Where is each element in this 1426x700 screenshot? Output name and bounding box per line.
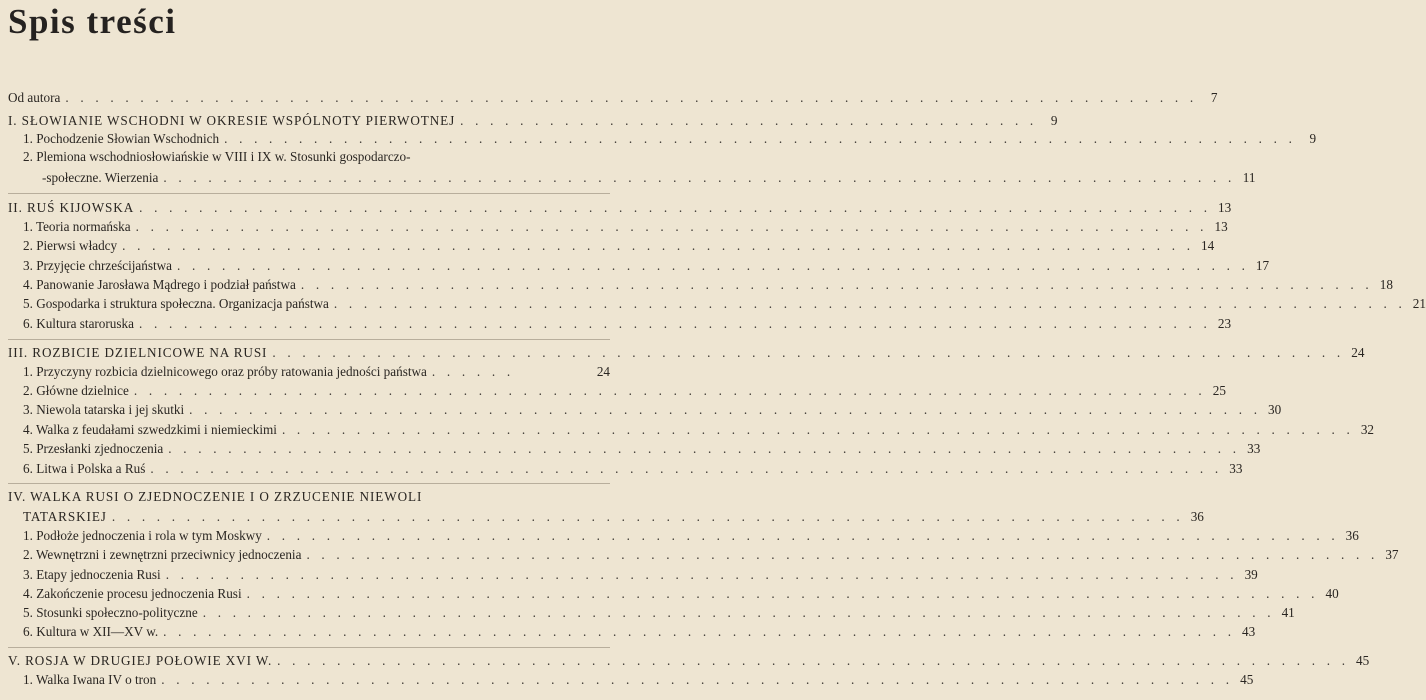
dot-leader: . . . . . . . . . . . . . . . . . . . . . . . . . . . . . . . . . . . . . . . . . . . . . . . . . . . . . . . . . . . . . . . . . . . . . . . . xyxy=(300,277,1373,292)
toc-entry[interactable] xyxy=(23,528,1359,544)
dot-leader: . . . . . . . . . . . . . . . . . . . . . . . . . . . . . . . . . . . . . . . . . . . . . . . . . . . . . . . . . . . . . . . . . . . . . . . . xyxy=(224,131,1297,146)
toc-entry[interactable] xyxy=(23,567,1258,583)
toc-entry[interactable] xyxy=(23,383,1226,399)
toc-chapter-label: III. ROZBICIE DZIELNICOWE NA RUSI xyxy=(8,345,268,360)
toc-chapter-4-line1[interactable]: IV. WALKA RUSI O ZJEDNOCZENIE I O ZRZUCENIE NIEWOLI xyxy=(8,489,423,504)
toc-entry-label: 5. Gospodarka i struktura społeczna. Organizacja państwa xyxy=(23,296,329,311)
toc-page-number: 37 xyxy=(1385,547,1399,562)
toc-entry[interactable] xyxy=(23,672,1254,688)
toc-page-number: 36 xyxy=(1345,528,1359,543)
dot-leader: . . . . . . . . . . . . . . . . . . . . . . . . . . . . . . . . . . . . . . . . . . . . . . . . . . . . . . . . . . . . . . . . . . . . . . . . xyxy=(177,258,1250,273)
toc-entry-label: 6. Kultura w XII—XV w. xyxy=(23,624,159,639)
dot-leader: . . . . . . . . . . . . . . . . . . . . . . . . . . . . . . . . . . . . . . . . . . . . . . . . . . . . . . . . . . . . . . . . . . . . . . . . xyxy=(266,528,1339,543)
toc-entry-label: 2. Wewnętrzni i zewnętrzni przeciwnicy jednoczenia xyxy=(23,547,302,562)
section-divider xyxy=(8,193,610,194)
toc-entry-label: 2. Główne dzielnice xyxy=(23,383,129,398)
toc-entry-label: 3. Etapy jednoczenia Rusi xyxy=(23,567,161,582)
toc-entry-label: 4. Zakończenie procesu jednoczenia Rusi xyxy=(23,586,242,601)
toc-page-number: 39 xyxy=(1244,567,1258,582)
toc-entry[interactable] xyxy=(23,296,1426,312)
dot-leader: . . . . . . . . . . . . . . . . . . . . . . . . . . . . . . . . . . . . . . . xyxy=(460,113,1038,128)
dot-leader: . . . . . . . . . . . . . . . . . . . . . . . . . . . . . . . . . . . . . . . . . . . . . . . . . . . . . . . . . . . . . . . . . . . . . . . . xyxy=(163,170,1236,185)
toc-page-number: 41 xyxy=(1281,605,1295,620)
toc-entry[interactable] xyxy=(23,364,610,380)
dot-leader: . . . . . . . . . . . . . . . . . . . . . . . . . . . . . . . . . . . . . . . . . . . . . . . . . . . . . . . . . . . . . . . . . . . . . . . . xyxy=(139,200,1212,215)
toc-entry[interactable] xyxy=(23,461,1243,477)
toc-chapter-2[interactable] xyxy=(8,200,1232,216)
toc-entry-label: 2. Pierwsi władcy xyxy=(23,238,118,253)
toc-chapter-label: II. RUŚ KIJOWSKA xyxy=(8,200,135,215)
toc-entry[interactable] xyxy=(23,277,1393,293)
toc-entry[interactable] xyxy=(23,238,1215,254)
dot-leader: . . . . . . . . . . . . . . . . . . . . . . . . . . . . . . . . . . . . . . . . . . . . . . . . . . . . . . . . . . . . . . . . . . . . . . . . xyxy=(122,238,1195,253)
toc-entry[interactable] xyxy=(23,131,1317,147)
dot-leader: . . . . . . . . . . . . . . . . . . . . . . . . . . . . . . . . . . . . . . . . . . . . . . . . . . . . . . . . . . . . . . . . . . . . . . . . xyxy=(277,653,1350,668)
dot-leader: . . . . . . xyxy=(431,364,515,379)
toc-entry[interactable] xyxy=(23,586,1339,602)
toc-entry-label: 4. Walka z feudałami szwedzkimi i niemieckimi xyxy=(23,422,277,437)
toc-entry-label: 1. Walka Iwana IV o tron xyxy=(23,672,157,687)
toc-page-number: 11 xyxy=(1242,170,1256,185)
toc-entry[interactable] xyxy=(23,624,1256,640)
toc-page-number: 45 xyxy=(1240,672,1254,687)
toc-chapter-5[interactable] xyxy=(8,653,1370,669)
toc-chapter-label: I. SŁOWIANIE WSCHODNI W OKRESIE WSPÓLNOTY PIERWOTNEJ xyxy=(8,113,456,128)
toc-entry-label: 5. Przesłanki zjednoczenia xyxy=(23,441,164,456)
toc-page-number: 18 xyxy=(1379,277,1393,292)
toc-entry-label: 3. Przyjęcie chrześcijaństwa xyxy=(23,258,173,273)
toc-chapter-1[interactable] xyxy=(8,113,1058,129)
toc-entry-label: 3. Niewola tatarska i jej skutki xyxy=(23,402,185,417)
toc-page-number: 33 xyxy=(1247,441,1261,456)
toc-entry-continuation[interactable] xyxy=(42,170,1256,186)
dot-leader: . . . . . . . . . . . . . . . . . . . . . . . . . . . . . . . . . . . . . . . . . . . . . . . . . . . . . . . . . . . . . . . . . . . . . . . . xyxy=(161,672,1234,687)
dot-leader: . . . . . . . . . . . . . . . . . . . . . . . . . . . . . . . . . . . . . . . . . . . . . . . . . . . . . . . . . . . . . . . . . . . . . . . . . . . . xyxy=(65,90,1198,105)
toc-chapter-4[interactable] xyxy=(23,509,1204,525)
dot-leader: . . . . . . . . . . . . . . . . . . . . . . . . . . . . . . . . . . . . . . . . . . . . . . . . . . . . . . . . . . . . . . . . . . . . . . . . xyxy=(138,316,1212,331)
toc-entry-label: 6. Kultura staroruska xyxy=(23,316,134,331)
dot-leader: . . . . . . . . . . . . . . . . . . . . . . . . . . . . . . . . . . . . . . . . . . . . . . . . . . . . . . . . . . . . . . . . . . . . . . . . xyxy=(202,605,1275,620)
toc-entry-label: Od autora xyxy=(8,90,61,105)
dot-leader: . . . . . . . . . . . . . . . . . . . . . . . . . . . . . . . . . . . . . . . . . . . . . . . . . . . . . . . . . . . . . . . . . . . . . . . . xyxy=(165,567,1238,582)
toc-page-number: 7 xyxy=(1210,90,1218,105)
toc-page-number: 36 xyxy=(1190,509,1204,524)
toc-page-number: 32 xyxy=(1360,422,1374,437)
toc-page-number: 9 xyxy=(1309,131,1317,146)
toc-page-number: 9 xyxy=(1050,113,1058,128)
toc-entry[interactable] xyxy=(23,219,1228,235)
toc-page-number: 40 xyxy=(1325,586,1339,601)
toc-entry-label: 5. Stosunki społeczno-polityczne xyxy=(23,605,198,620)
dot-leader: . . . . . . . . . . . . . . . . . . . . . . . . . . . . . . . . . . . . . . . . . . . . . . . . . . . . . . . . . . . . . . . . . . . . . . . . xyxy=(168,441,1241,456)
dot-leader: . . . . . . . . . . . . . . . . . . . . . . . . . . . . . . . . . . . . . . . . . . . . . . . . . . . . . . . . . . . . . . . . . . . . . . . . xyxy=(133,383,1206,398)
toc-page-number: 30 xyxy=(1268,402,1282,417)
toc-entry-label: 1. Teoria normańska xyxy=(23,219,131,234)
toc-page-number: 23 xyxy=(1217,316,1232,331)
toc-chapter-3[interactable] xyxy=(8,345,1365,361)
page-title: Spis treści xyxy=(8,2,177,41)
toc-page-number: 13 xyxy=(1218,200,1232,215)
section-divider xyxy=(8,483,610,484)
toc-page-number: 13 xyxy=(1214,219,1228,234)
toc-entry[interactable] xyxy=(23,605,1295,621)
toc-entry[interactable] xyxy=(23,441,1261,457)
dot-leader: . . . . . . . . . . . . . . . . . . . . . . . . . . . . . . . . . . . . . . . . . . . . . . . . . . . . . . . . . . . . . . . . . . . . . . . . xyxy=(150,461,1223,476)
toc-page-number: 24 xyxy=(1351,345,1365,360)
toc-chapter-label: V. ROSJA W DRUGIEJ POŁOWIE XVI W. xyxy=(8,653,273,668)
section-divider xyxy=(8,339,610,340)
dot-leader: . . . . . . . . . . . . . . . . . . . . . . . . . . . . . . . . . . . . . . . . . . . . . . . . . . . . . . . . . . . . . . . . . . . . . . . . xyxy=(306,547,1379,562)
section-divider xyxy=(8,647,610,648)
dot-leader: . . . . . . . . . . . . . . . . . . . . . . . . . . . . . . . . . . . . . . . . . . . . . . . . . . . . . . . . . . . . . . . . . . . . . . . . xyxy=(189,402,1262,417)
toc-page-number: 17 xyxy=(1255,258,1270,273)
toc-entry-label: 1. Pochodzenie Słowian Wschodnich xyxy=(23,131,220,146)
toc-entry[interactable] xyxy=(23,547,1399,563)
dot-leader: . . . . . . . . . . . . . . . . . . . . . . . . . . . . . . . . . . . . . . . . . . . . . . . . . . . . . . . . . . . . . . . . . . . . . . . . xyxy=(163,624,1236,639)
dot-leader: . . . . . . . . . . . . . . . . . . . . . . . . . . . . . . . . . . . . . . . . . . . . . . . . . . . . . . . . . . . . . . . . . . . . . . . . xyxy=(111,509,1184,524)
toc-page-number: 14 xyxy=(1201,238,1215,253)
toc-entry[interactable] xyxy=(23,422,1374,438)
toc-page-number: 24 xyxy=(596,364,610,379)
toc-page-number: 33 xyxy=(1229,461,1243,476)
dot-leader: . . . . . . . . . . . . . . . . . . . . . . . . . . . . . . . . . . . . . . . . . . . . . . . . . . . . . . . . . . . . . . . . . . . . . . . . xyxy=(333,296,1406,311)
dot-leader: . . . . . . . . . . . . . . . . . . . . . . . . . . . . . . . . . . . . . . . . . . . . . . . . . . . . . . . . . . . . . . . . . . . . . . . . xyxy=(246,586,1319,601)
toc-page-number: 45 xyxy=(1356,653,1370,668)
toc-entry-label: 1. Podłoże jednoczenia i rola w tym Moskwy xyxy=(23,528,262,543)
toc-entry-label: 4. Panowanie Jarosława Mądrego i podział państwa xyxy=(23,277,296,292)
toc-entry-label: 1. Przyczyny rozbicia dzielnicowego oraz próby ratowania jedności państwa xyxy=(23,364,427,379)
dot-leader: . . . . . . . . . . . . . . . . . . . . . . . . . . . . . . . . . . . . . . . . . . . . . . . . . . . . . . . . . . . . . . . . . . . . . . . . xyxy=(272,345,1345,360)
toc-chapter-label: TATARSKIEJ xyxy=(23,509,107,524)
toc-entry[interactable] xyxy=(23,258,1270,274)
dot-leader: . . . . . . . . . . . . . . . . . . . . . . . . . . . . . . . . . . . . . . . . . . . . . . . . . . . . . . . . . . . . . . . . . . . . . . . . xyxy=(281,422,1354,437)
toc-page-number: 25 xyxy=(1212,383,1226,398)
toc-entry-label: -społeczne. Wierzenia xyxy=(42,170,159,185)
toc-entry[interactable] xyxy=(23,316,1232,332)
toc-entry-foreword[interactable] xyxy=(8,90,1218,106)
toc-entry-label: 6. Litwa i Polska a Ruś xyxy=(23,461,146,476)
toc-entry[interactable] xyxy=(23,402,1282,418)
toc-page-number: 43 xyxy=(1242,624,1256,639)
toc-page-number: 21 xyxy=(1412,296,1426,311)
toc-entry-label-line1[interactable]: 2. Plemiona wschodniosłowiańskie w VIII i IX w. Stosunki gospodarczo- xyxy=(23,149,411,164)
dot-leader: . . . . . . . . . . . . . . . . . . . . . . . . . . . . . . . . . . . . . . . . . . . . . . . . . . . . . . . . . . . . . . . . . . . . . . . . xyxy=(135,219,1208,234)
